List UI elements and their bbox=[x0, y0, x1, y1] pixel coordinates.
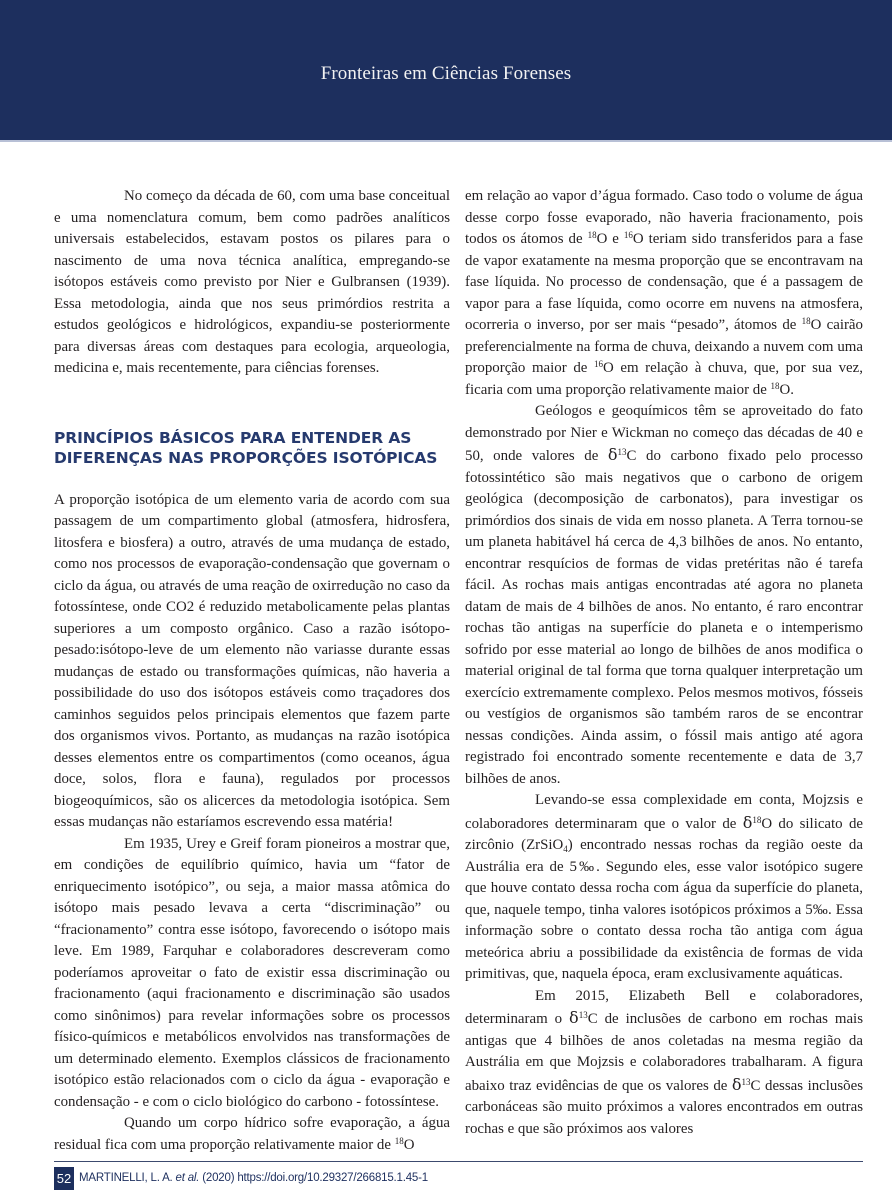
citation-authors: MARTINELLI, L. A. bbox=[79, 1172, 173, 1184]
text-span: Quando um corpo hídrico sofre evaporação, a água residual fica com uma proporção relativamente maior de bbox=[54, 1115, 450, 1153]
superscript: 16 bbox=[623, 230, 633, 240]
paragraph-evaporation bbox=[54, 1113, 450, 1156]
text-span: O teriam sido transferidos para a fase de vapor exatamente na mesma proporção que se encontravam na fase líquida. No processo de condensação, que é a passagem de vapor para a fase líquida, como ocorre em nuvens na atmosfera, ocorreria o inverso, por ser mais “pesado”, átomos de bbox=[465, 231, 863, 333]
text-span: Em 2015, Elizabeth Bell e colaboradores, determinaram o bbox=[465, 987, 863, 1027]
text-span: O em relação à chuva, que, por sua vez, ficaria com uma proporção relativamente maior de bbox=[465, 360, 863, 398]
superscript: 16 bbox=[593, 359, 603, 369]
delta-symbol: δ bbox=[742, 812, 753, 832]
superscript: 13 bbox=[578, 1010, 588, 1020]
text-span: O. bbox=[779, 381, 795, 398]
superscript: 18 bbox=[752, 814, 762, 825]
delta-symbol: δ bbox=[731, 1074, 742, 1094]
text-span: O bbox=[403, 1136, 415, 1153]
superscript: 13 bbox=[741, 1076, 751, 1087]
superscript: 18 bbox=[394, 1135, 404, 1146]
paragraph-isotopic-proportion: A proporção isotópica de um elemento varia de acordo com sua passagem de um compartimento global (atmosfera, hidrosfera, litosfera e biosfera) a outro, através de uma mudança de estado, como nos processos de evaporação-condensação que governam o ciclo da água, ou através de uma reação de oxirredução no caso da fotossíntese, onde CO2 é reduzido metabolicamente pelas plantas superiores a um composto orgânico. Caso a razão isótopo-pesado:isótopo-leve de um elemento não variasse durante essas mudanças de estado ou transformações químicas, não haveria a possibilidade do uso dos isótopos estáveis como traçadores dos caminhos seguidos pelos principais elementos que fazem parte dos organismos vivos. Portanto, as mudanças na razão isotópica desses elementos entre os compartimentos (como oceanos, água doce, solos, flora e fauna), regulados por processos biogeoquímicos, são os alicerces da metodologia isotópica. Sem essas mudanças não estaríamos escrevendo essa matéria! bbox=[54, 491, 450, 830]
left-column bbox=[54, 186, 450, 1156]
text-span: Levando-se essa complexidade em conta, Mojzsis e colaboradores determinaram que o valor de bbox=[465, 792, 863, 832]
page-footer bbox=[54, 1167, 428, 1189]
superscript: 18 bbox=[587, 230, 597, 240]
paragraph-urey-greif: Em 1935, Urey e Greif foram pioneiros a mostrar que, em condições de equilíbrio químico, havia um “fator de enriquecimento isotópico”, ou seja, a maior massa atômica do isótopo mais pesado levava a certa “discriminação” ou “fracionamento” contra esse isótopo, favorecendo o isótopo mais leve. Em 1989, Farquhar e colaboradores descreveram como poderíamos aproveitar o fato de existir essa discriminação ou fracionamento (aqui fracionamento e discriminação são usados como sinônimos) para revelar informações sobre os processos físico-químicos e metabólicos envolvidos nas transformações de um determinado elemento. Exemplos clássicos de fracionamento isotópico estão relacionados com o ciclo da água - evaporação e condensação - e com o ciclo biológico do carbono - fotossíntese. bbox=[54, 835, 450, 1110]
superscript: 13 bbox=[617, 447, 627, 457]
text-span: em relação ao vapor d’água formado. Caso todo o volume de água desse corpo fosse evaporado, não haveria fracionamento, pois todos os átomos de bbox=[465, 188, 863, 247]
subscript: 4 bbox=[563, 844, 568, 854]
paragraph-geologists bbox=[465, 401, 863, 790]
page-number: 52 bbox=[54, 1167, 74, 1190]
journal-header bbox=[0, 0, 892, 142]
citation-et-al: et al. bbox=[175, 1172, 200, 1184]
delta-symbol: δ bbox=[607, 445, 618, 464]
text-span: C de inclusões de carbono em rochas mais antigas que 4 bilhões de anos coletadas na mesma região da Austrália em que Mojzsis e colaboradores trabalharam. A figura abaixo traz evidências de que os valores de bbox=[465, 1011, 863, 1094]
superscript: 18 bbox=[801, 316, 811, 326]
right-column bbox=[465, 186, 863, 1140]
citation bbox=[79, 1172, 428, 1184]
text-span: O cairão preferencialmente na forma de chuva, deixando a nuvem com uma proporção maior de bbox=[465, 317, 863, 376]
paragraph-intro: No começo da década de 60, com uma base conceitual e uma nomenclatura comum, bem como padrões analíticos universais estabelecidos, estavam postos os pilares para o nascimento de uma nova técnica analítica, empregando-se isótopos estáveis como previsto por Nier e Gulbransen (1939). Essa metodologia, ainda que nos seus primórdios restrita a estudos geológicos e hidrológicos, expandiu-se posteriormente para diversas áreas com destaques para ecologia, arqueologia, medicina e, mais recentemente, para ciências forenses. bbox=[54, 188, 450, 376]
superscript: 18 bbox=[770, 380, 780, 391]
text-span: Geólogos e geoquímicos têm se aproveitado do fato demonstrado por Nier e Wickman no começo das décadas de 40 e 50, onde valores de bbox=[465, 403, 863, 464]
delta-symbol: δ bbox=[569, 1008, 579, 1027]
paragraph-bell bbox=[465, 986, 863, 1141]
citation-doi-link[interactable]: (2020) https://doi.org/10.29327/266815.1.45-1 bbox=[202, 1172, 428, 1184]
text-span: C do carbono fixado pelo processo fotossintético são mais negativos que o carbono de origem geológica (decomposição de carbonatos), para investigar os primórdios dos sinais de vida em nosso planeta. A Terra tornou-se um planeta habitável há cerca de 4,3 bilhões de anos. No entanto, encontrar resquícios de formas de vidas pretéritas não é tarefa fácil. As rochas mais antigas encontradas até agora no planeta datam de mais de 4 bilhões de anos. No entanto, é raro encontrar rochas tão antigas na superfície do planeta e o intemperismo sofrido por esse material ao longo de bilhões de anos modifica o material original de tal forma que torna qualquer interpretação um exercício extremamente complexo. Pelos mesmos motivos, fósseis ou vestígios de organismos são também raros de se encontrar nessas condições. Ainda assim, o fóssil mais antigo até agora registrado foi encontrado somente recentemente e data de 3,7 bilhões de anos. bbox=[465, 448, 863, 787]
paragraph-evaporation-continued bbox=[465, 186, 863, 401]
text-span: C dessas inclusões carbonáceas são muito próximos a valores encontrados em outras rochas e que são próximos aos valores bbox=[465, 1077, 863, 1137]
journal-title: Fronteiras em Ciências Forenses bbox=[320, 63, 572, 84]
paragraph-mojzsis bbox=[465, 790, 863, 986]
text-span: O do silicato de zircônio (ZrSiO bbox=[465, 815, 863, 853]
footer-divider bbox=[54, 1161, 863, 1162]
section-heading: PRINCÍPIOS BÁSICOS PARA ENTENDER AS DIFERENÇAS NAS PROPORÇÕES ISOTÓPICAS bbox=[54, 428, 438, 467]
text-span: O e bbox=[596, 231, 624, 247]
text-span: ) encontrado nessas rochas da região oeste da Austrália era de 5‰. Segundo eles, esse valor isotópico sugere que houve contato dessa rocha com água da superfície do planeta, que, naquele tempo, tinha valores isotópicos próximos a 5‰. Essa informação sobre o contato dessa rocha tão antiga com água meteórica abriu a possibilidade da existência de formas de vida primitivas, que, naquela época, eram exclusivamente aquáticas. bbox=[465, 837, 863, 982]
